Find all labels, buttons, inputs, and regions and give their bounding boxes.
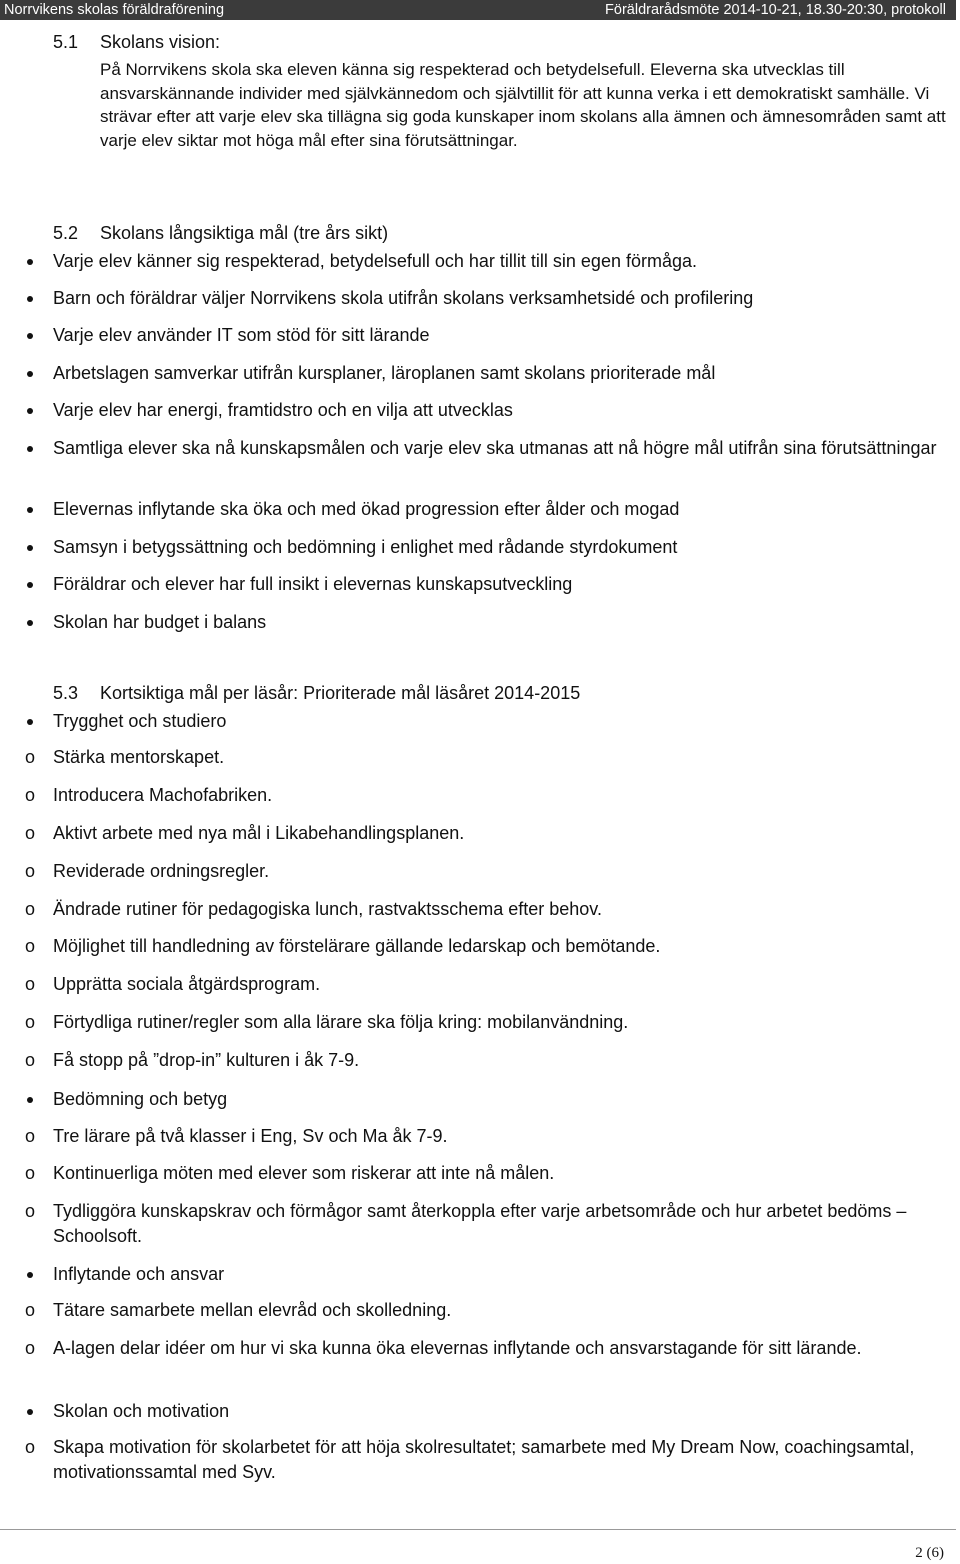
running-header xyxy=(0,0,956,20)
sub-bullet-icon: o xyxy=(24,899,35,919)
footer-divider xyxy=(0,1529,956,1530)
section-5-1-heading xyxy=(53,31,220,53)
section-number: 5.3 xyxy=(53,683,79,703)
sub-bullet-icon: o xyxy=(24,1163,35,1183)
sub-bullet-icon: o xyxy=(24,1201,35,1221)
section-number: 5.2 xyxy=(53,223,79,243)
header-organization: Norrvikens skolas föräldraförening xyxy=(4,2,225,18)
sub-bullet-icon: o xyxy=(24,823,35,843)
sub-bullet-icon: o xyxy=(24,1338,35,1358)
section-title: Skolans långsiktiga mål (tre års sikt) xyxy=(100,223,389,243)
sub-bullet-icon: o xyxy=(24,974,35,994)
sub-bullet-icon: o xyxy=(24,936,35,956)
sub-bullet-icon: o xyxy=(24,861,35,881)
sub-bullet-icon: o xyxy=(24,1300,35,1320)
vision-text: På Norrvikens skola ska eleven känna sig respekterad och betydelsefull. Eleverna ska utvecklas till ansvarskännande individer med självkännedom och självtillit för att kunna verka i ett demokratiskt samhälle. Vi strävar efter att varje elev ska tillägna sig goda kunskaper inom skolans alla ämnen och ämnesområden samt att varje elev siktar mot höga mål efter sina förutsättningar. xyxy=(100,60,946,150)
sub-bullet-icon: o xyxy=(24,1012,35,1032)
sub-bullet-icon: o xyxy=(24,785,35,805)
section-number: 5.1 xyxy=(53,32,79,52)
page-number: 2 (6) xyxy=(915,1545,944,1561)
sub-bullet-icon: o xyxy=(24,747,35,767)
section-title: Skolans vision: xyxy=(100,32,221,52)
section-5-3-heading xyxy=(53,682,580,704)
section-5-2-heading xyxy=(53,222,388,244)
header-meeting-info: Föräldrarådsmöte 2014-10-21, 18.30-20:30, protokoll xyxy=(605,2,946,18)
sub-bullet-icon: o xyxy=(24,1437,35,1457)
section-title: Kortsiktiga mål per läsår: Prioriterade mål läsåret 2014-2015 xyxy=(100,683,581,703)
sub-bullet-icon: o xyxy=(24,1126,35,1146)
sub-bullet-icon: o xyxy=(24,1050,35,1070)
